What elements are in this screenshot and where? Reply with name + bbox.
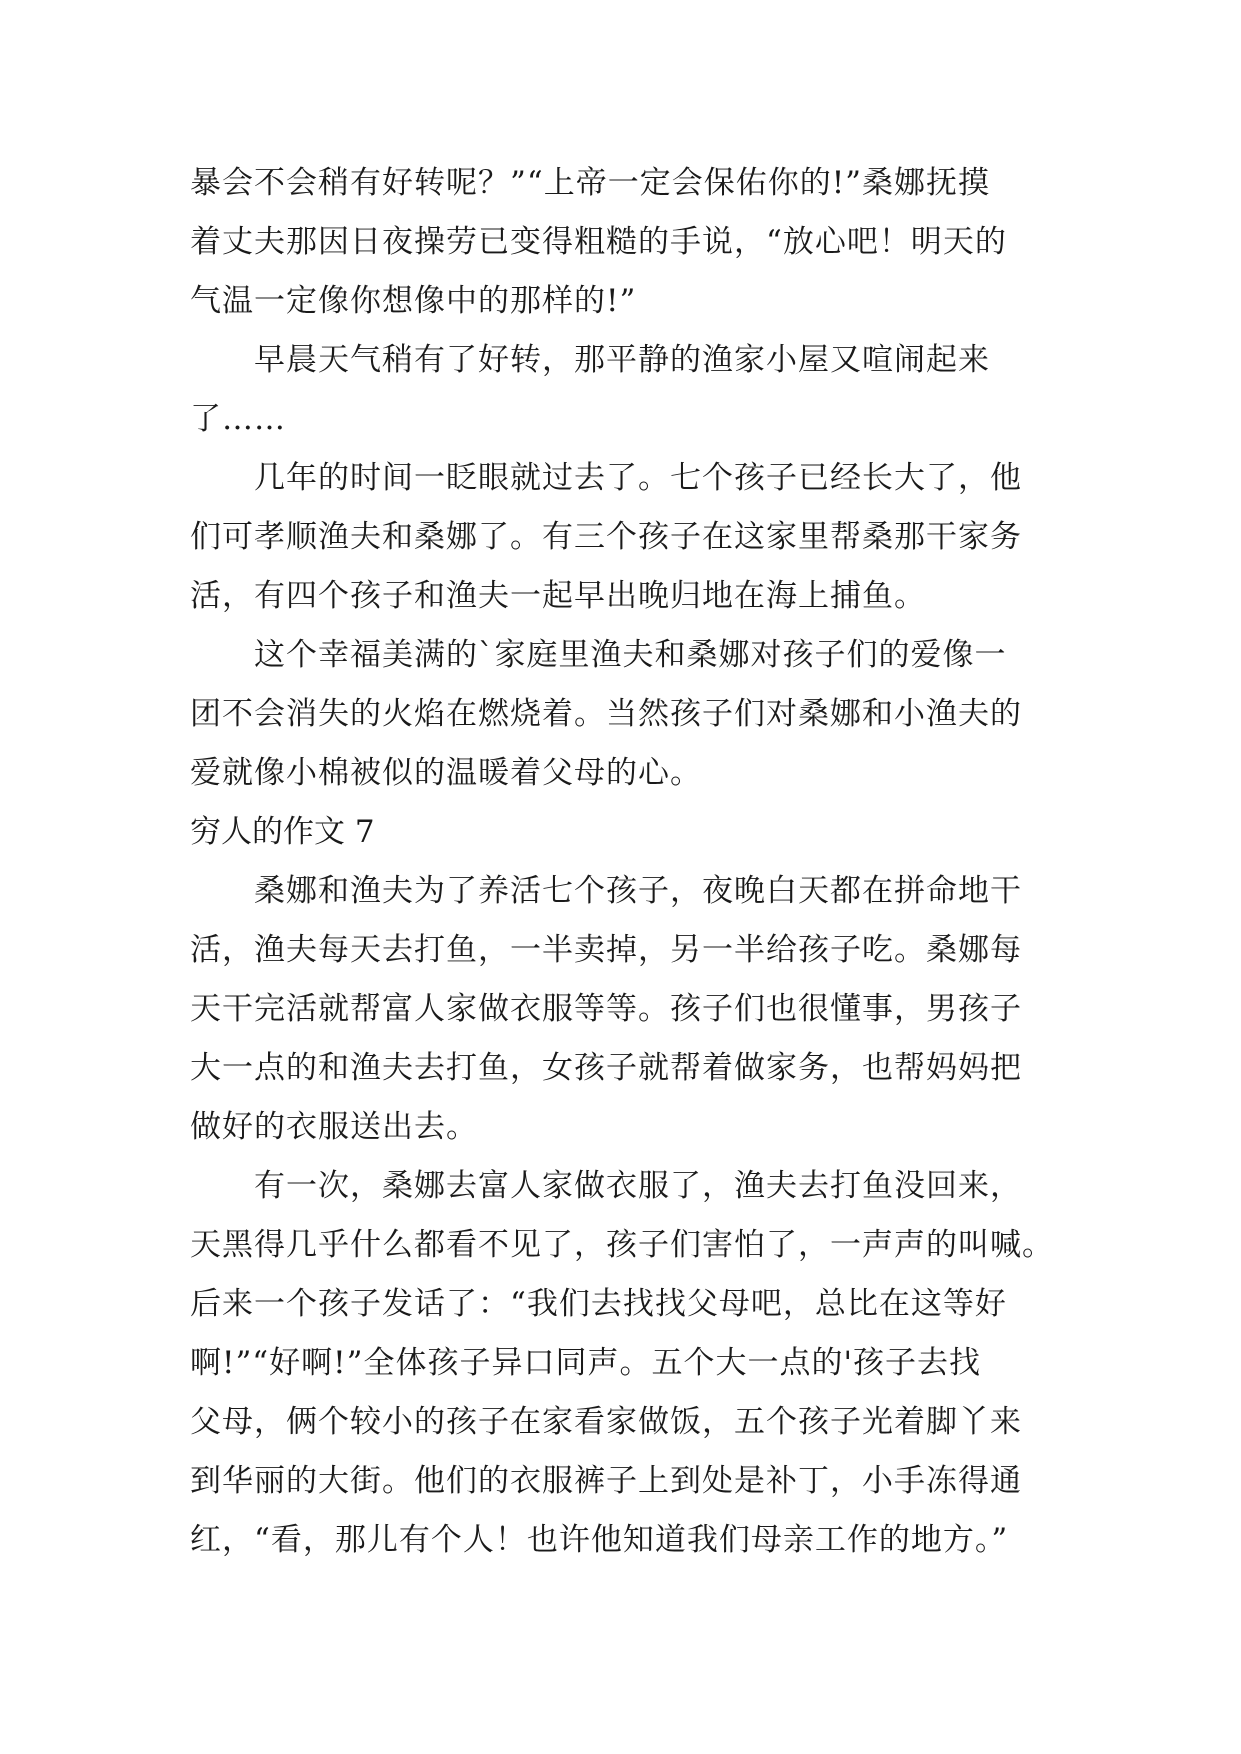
text-line: 父母，俩个较小的孩子在家看家做饭，五个孩子光着脚丫来 — [190, 1404, 1022, 1440]
section-heading: 穷人的作文 7 — [190, 814, 375, 850]
text-line: 爱就像小棉被似的温暖着父母的心。 — [190, 755, 702, 791]
text-line: 暴会不会稍有好转呢？”“上帝一定会保佑你的!”桑娜抚摸 — [190, 165, 990, 201]
text-line: 到华丽的大街。他们的衣服裤子上到处是补丁，小手冻得通 — [190, 1463, 1022, 1499]
text-line: 几年的时间一眨眼就过去了。七个孩子已经长大了，他 — [190, 460, 1022, 496]
text-line: 红，“看，那儿有个人！也许他知道我们母亲工作的地方。” — [190, 1522, 1009, 1558]
text-line: 气温一定像你想像中的那样的!” — [190, 283, 637, 319]
text-line: 们可孝顺渔夫和桑娜了。有三个孩子在这家里帮桑那干家务 — [190, 519, 1022, 555]
text-line: 了…… — [190, 401, 286, 437]
text-line: 着丈夫那因日夜操劳已变得粗糙的手说，“放心吧！明天的 — [190, 224, 1007, 260]
text-line: 做好的衣服送出去。 — [190, 1109, 478, 1145]
text-line: 有一次，桑娜去富人家做衣服了，渔夫去打鱼没回来， — [190, 1168, 1022, 1204]
text-line: 后来一个孩子发话了：“我们去找找父母吧，总比在这等好 — [190, 1286, 1007, 1322]
text-line: 早晨天气稍有了好转，那平静的渔家小屋又喧闹起来 — [190, 342, 990, 378]
document-body — [190, 154, 1070, 1570]
text-line: 团不会消失的火焰在燃烧着。当然孩子们对桑娜和小渔夫的 — [190, 696, 1022, 732]
text-line: 这个幸福美满的`家庭里渔夫和桑娜对孩子们的爱像一 — [190, 637, 1007, 673]
text-line: 啊!”“好啊!”全体孩子异口同声。五个大一点的'孩子去找 — [190, 1345, 981, 1381]
text-line: 大一点的和渔夫去打鱼，女孩子就帮着做家务，也帮妈妈把 — [190, 1050, 1022, 1086]
text-line: 桑娜和渔夫为了养活七个孩子，夜晚白天都在拼命地干 — [190, 873, 1022, 909]
text-line: 活，渔夫每天去打鱼，一半卖掉，另一半给孩子吃。桑娜每 — [190, 932, 1022, 968]
text-line: 天干完活就帮富人家做衣服等等。孩子们也很懂事，男孩子 — [190, 991, 1022, 1027]
text-line: 活，有四个孩子和渔夫一起早出晚归地在海上捕鱼。 — [190, 578, 926, 614]
text-line: 天黑得几乎什么都看不见了，孩子们害怕了，一声声的叫喊。 — [190, 1227, 1054, 1263]
